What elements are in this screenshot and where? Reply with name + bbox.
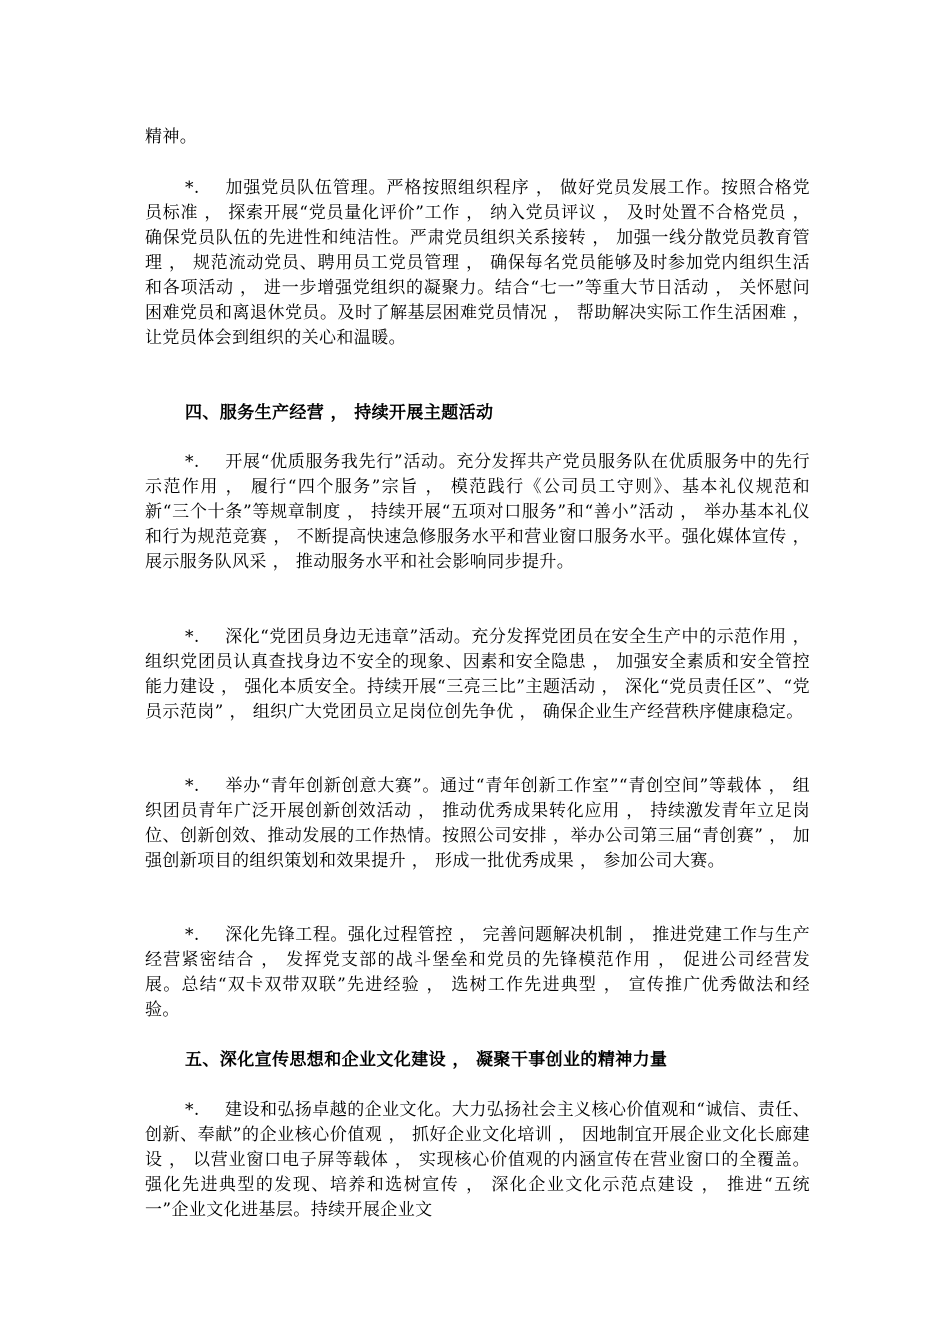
paragraph-text: 深化先锋工程。强化过程管控 ， 完善问题解决机制 ， 推进党建工作与生产经营紧密结合 ， 发挥党支部的战斗堡垒和党员的先锋模范作用 ， 促进公司经营发展。总结“双卡双带双联”先进经验 ， 选树工作先进典型 ， 宣传推广优秀做法和经验。: [145, 925, 810, 1020]
paragraph-vanguard-project: [145, 923, 810, 1023]
bullet-marker: *.: [185, 452, 200, 472]
section-heading-4: 四、服务生产经营 ， 持续开展主题活动: [185, 403, 494, 423]
paragraph-corporate-culture: [145, 1098, 810, 1223]
paragraph-text: 举办“青年创新创意大赛”。通过“青年创新工作室”“青创空间”等载体 ， 组织团员青年广泛开展创新创效活动 ， 推动优秀成果转化应用 ， 持续激发青年立足岗位、创新创效、推动发展的工作热情。按照公司安排 ，举办公司第三届“青创赛” ， 加强创新项目的组织策划和效果提升 ， 形成一批优秀成果 ， 参加公司大赛。: [145, 776, 810, 871]
paragraph-no-violation: [145, 625, 810, 725]
bullet-marker: *.: [185, 776, 200, 796]
bullet-marker: *.: [185, 178, 200, 198]
paragraph-text: 深化“党团员身边无违章”活动。充分发挥党团员在安全生产中的示范作用 ， 组织党团员认真查找身边不安全的现象、因素和安全隐患 ， 加强安全素质和安全管控能力建设 ， 强化本质安全。持续开展“三亮三比”主题活动 ， 深化“党员责任区”、“党员示范岗” ， 组织广大党团员立足岗位创先争优 ， 确保企业生产经营秩序健康稳定。: [145, 627, 810, 722]
bullet-marker: *.: [185, 627, 200, 647]
paragraph-text: 加强党员队伍管理。严格按照组织程序 ， 做好党员发展工作。按照合格党员标准 ， 探索开展“党员量化评价”工作 ， 纳入党员评议 ， 及时处置不合格党员 ， 确保党员队伍的先进性和纯洁性。严肃党员组织关系接转 ， 加强一线分散党员教育管理 ， 规范流动党员、聘用员工党员管理 ， 确保每名党员能够及时参加党内组织生活和各项活动 ， 进一步增强党组织的凝聚力。结合“七一”等重大节日活动 ， 关怀慰问困难党员和离退休党员。及时了解基层困难党员情况 ， 帮助解决实际工作生活困难 ， 让党员体会到组织的关心和温暖。: [145, 178, 810, 348]
bullet-marker: *.: [185, 1100, 200, 1120]
paragraph-youth-innovation: [145, 774, 810, 874]
paragraph-party-member-management: [145, 176, 810, 351]
paragraph-quality-service: [145, 450, 810, 575]
intro-paragraph-tail: 精神。: [145, 127, 198, 147]
bullet-marker: *.: [185, 925, 200, 945]
section-heading-5: 五、深化宣传思想和企业文化建设 ， 凝聚干事创业的精神力量: [185, 1050, 668, 1070]
paragraph-text: 建设和弘扬卓越的企业文化。大力弘扬社会主义核心价值观和“诚信、责任、创新、奉献”的企业核心价值观 ， 抓好企业文化培训 ， 因地制宜开展企业文化长廊建设 ， 以营业窗口电子屏等载体 ， 实现核心价值观的内涵宣传在营业窗口的全覆盖。强化先进典型的发现、培养和选树宣传 ， 深化企业文化示范点建设 ， 推进“五统一”企业文化进基层。持续开展企业文: [145, 1100, 810, 1220]
paragraph-text: 开展“优质服务我先行”活动。充分发挥共产党员服务队在优质服务中的先行示范作用 ， 履行“四个服务”宗旨 ， 模范践行《公司员工守则》、基本礼仪规范和新“三个十条”等规章制度 ， 持续开展“五项对口服务”和“善小”活动 ， 举办基本礼仪和行为规范竞赛 ， 不断提高快速急修服务水平和营业窗口服务水平。强化媒体宣传 ， 展示服务队风采 ， 推动服务水平和社会影响同步提升。: [145, 452, 810, 572]
